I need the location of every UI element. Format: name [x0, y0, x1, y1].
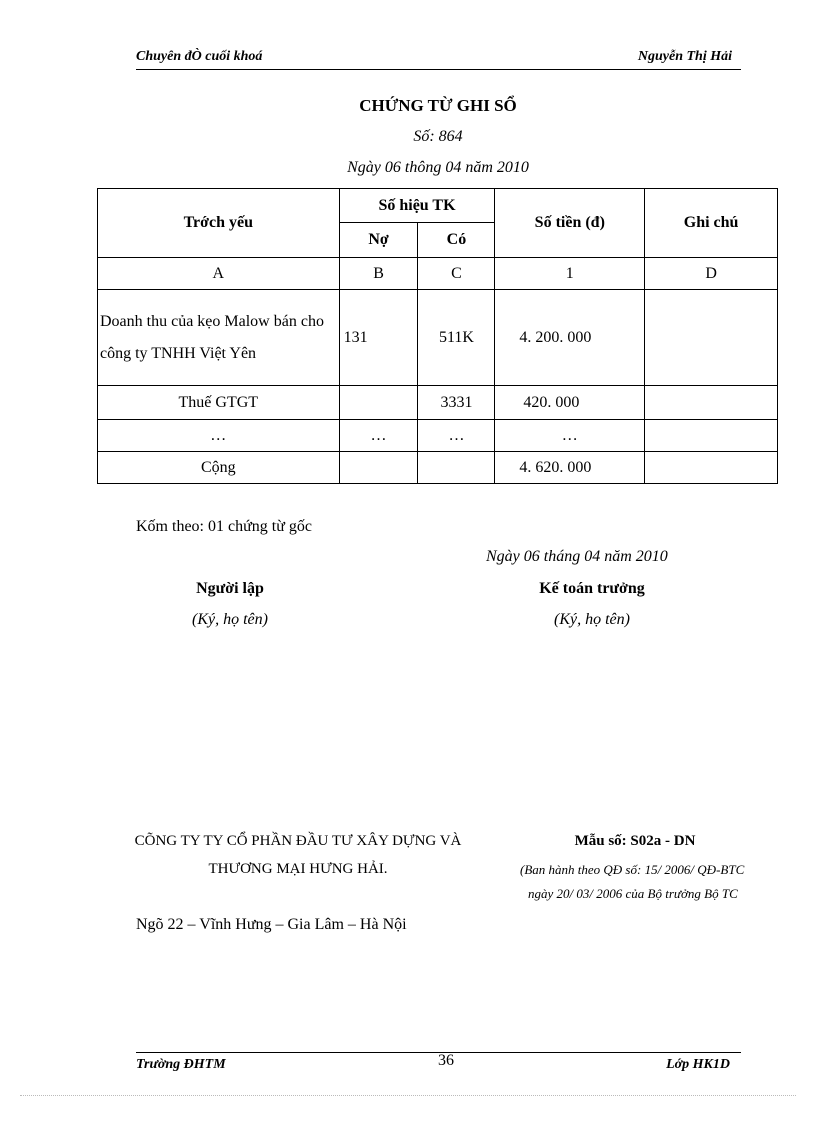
row-amount: 4. 200. 000: [495, 290, 645, 386]
header-description: Trớch yếu: [98, 189, 340, 258]
chief-accountant-title: Kế toán trưởng: [539, 580, 645, 597]
code-1: 1: [495, 258, 645, 290]
form-issued-line1: (Ban hành theo QĐ số: 15/ 2006/ QĐ-BTC: [520, 862, 745, 877]
row-note: [645, 290, 778, 386]
header-debit: Nợ: [339, 223, 418, 258]
row-credit: 3331: [418, 386, 495, 420]
chief-accountant-note: (Ký, họ tên): [554, 611, 630, 628]
voucher-number: Số: 864: [413, 128, 463, 145]
footer-right: Lớp HK1D: [666, 1057, 730, 1072]
table-row-total: [98, 452, 778, 484]
row-note: [645, 420, 778, 452]
voucher-date: Ngày 06 thông 04 năm 2010: [347, 159, 529, 176]
voucher-title: CHỨNG TỪ GHI SỔ: [359, 96, 517, 115]
table-row: [98, 290, 778, 386]
page-edge-divider: [20, 1095, 796, 1096]
header-credit: Có: [418, 223, 495, 258]
header-right: Nguyễn Thị Hải: [637, 49, 732, 64]
page-number: 36: [438, 1052, 454, 1069]
row-note: [645, 386, 778, 420]
form-code: Mẫu số: S02a - DN: [574, 833, 696, 849]
sign-date: Ngày 06 tháng 04 năm 2010: [486, 548, 668, 565]
header-note: Ghi chú: [645, 189, 778, 258]
code-b: B: [339, 258, 418, 290]
row-debit: …: [339, 420, 418, 452]
form-issued-line2: ngày 20/ 03/ 2006 của Bộ trưởng Bộ TC: [528, 886, 738, 901]
row-description: Doanh thu của kẹo Malow bán cho công ty TNHH Việt Yên: [98, 290, 340, 386]
row-description: …: [98, 420, 340, 452]
code-c: C: [418, 258, 495, 290]
header-account-group: Số hiệu TK: [339, 189, 495, 223]
row-credit: [418, 452, 495, 484]
row-debit: [339, 452, 418, 484]
header-left: Chuyên đÒ cuối khoá: [136, 49, 263, 64]
row-credit: …: [418, 420, 495, 452]
footer-left: Trường ĐHTM: [136, 1057, 226, 1072]
table-row: [98, 386, 778, 420]
header-rule: [136, 69, 741, 70]
code-a: A: [98, 258, 340, 290]
row-amount: 420. 000: [495, 386, 645, 420]
company-name-line1: CÕNG TY TY CỔ PHẦN ĐẦU TƯ XÂY DỰNG VÀ: [134, 833, 462, 849]
row-description: Thuế GTGT: [98, 386, 340, 420]
row-credit: 511K: [418, 290, 495, 386]
voucher-table: [97, 188, 778, 484]
company-address: Ngõ 22 – Vĩnh Hưng – Gia Lâm – Hà Nội: [136, 916, 407, 933]
total-amount: 4. 620. 000: [495, 452, 645, 484]
row-note: [645, 452, 778, 484]
table-row: [98, 420, 778, 452]
preparer-title: Người lập: [196, 580, 264, 597]
attachment-note: Kốm theo: 01 chứng từ gốc: [136, 518, 312, 535]
preparer-note: (Ký, họ tên): [192, 611, 268, 628]
total-label: Cộng: [98, 452, 340, 484]
row-debit: 131: [339, 290, 418, 386]
header-amount: Số tiền (đ): [495, 189, 645, 258]
row-debit: [339, 386, 418, 420]
row-amount: …: [495, 420, 645, 452]
company-name-line2: THƯƠNG MẠI HƯNG HẢI.: [208, 861, 388, 877]
code-d: D: [645, 258, 778, 290]
